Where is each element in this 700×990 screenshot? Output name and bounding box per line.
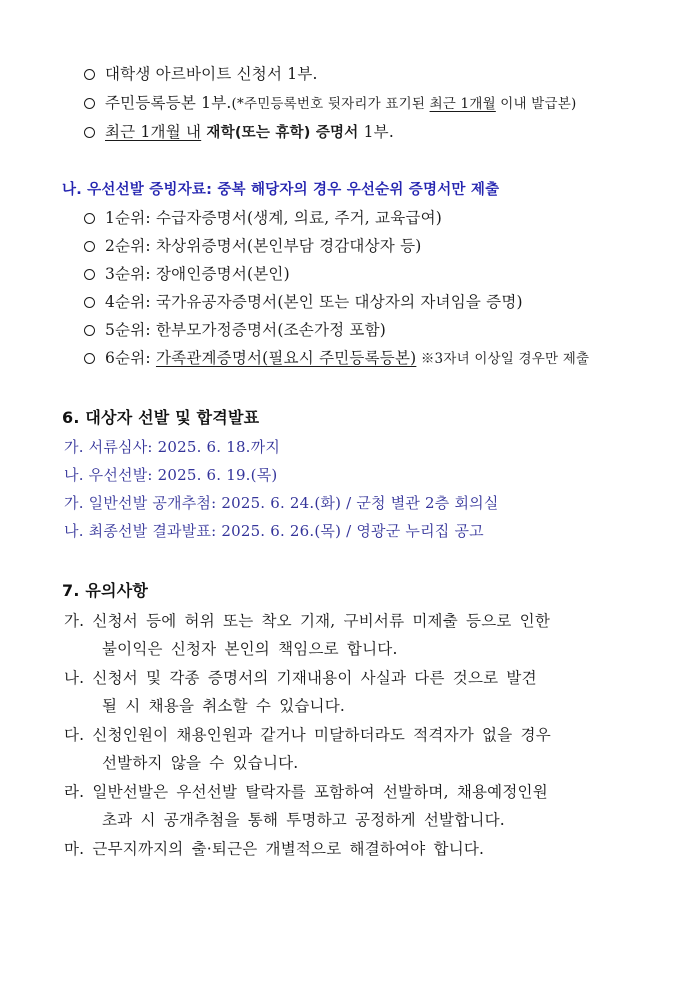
circle-bullet-icon <box>84 297 95 308</box>
schedule-item: 나. 우선선발: 2025. 6. 19.(목) <box>64 466 278 484</box>
priority-item-1: 1순위: 수급자증명서(생계, 의료, 주거, 교육급여) <box>84 208 442 228</box>
doc-item-resident-register: 주민등록등본 1부.(*주민등록번호 뒷자리가 표기된 최근 1개월 이내 발급본) <box>84 93 576 114</box>
caution-item-4: 라. 일반선발은 우선선발 탈락자를 포함하여 선발하며, 채용예정인원 <box>64 783 548 801</box>
caution-item-2: 나. 신청서 및 각종 증명서의 기재내용이 사실과 다른 것으로 발견 <box>64 669 537 687</box>
caution-item-1: 가. 신청서 등에 허위 또는 착오 기재, 구비서류 미제출 등으로 인한 <box>64 612 551 630</box>
priority-item-6: 6순위: 가족관계증명서(필요시 주민등록등본) ※3자녀 이상일 경우만 제출 <box>84 348 589 369</box>
section-7-title: 7. 유의사항 <box>62 581 149 600</box>
circle-bullet-icon <box>84 127 95 138</box>
priority-item-2: 2순위: 차상위증명서(본인부담 경감대상자 등) <box>84 236 422 256</box>
doc-item-enrollment-certificate: 최근 1개월 내 재학(또는 휴학) 증명서 1부. <box>84 122 394 143</box>
circle-bullet-icon <box>84 353 95 364</box>
priority-heading: 나. 우선선발 증빙자료: 중복 해당자의 경우 우선순위 증명서만 제출 <box>62 182 500 198</box>
schedule-item: 가. 서류심사: 2025. 6. 18.까지 <box>64 438 281 456</box>
circle-bullet-icon <box>84 269 95 280</box>
caution-item-3: 다. 신청인원이 채용인원과 같거나 미달하더라도 적격자가 없을 경우 <box>64 726 551 744</box>
doc-item-application: 대학생 아르바이트 신청서 1부. <box>84 64 318 84</box>
circle-bullet-icon <box>84 213 95 224</box>
priority-item-3: 3순위: 장애인증명서(본인) <box>84 264 290 284</box>
priority-item-5: 5순위: 한부모가정증명서(조손가정 포함) <box>84 320 386 340</box>
circle-bullet-icon <box>84 98 95 109</box>
priority-item-4: 4순위: 국가유공자증명서(본인 또는 대상자의 자녀임을 증명) <box>84 292 523 312</box>
section-6-title: 6. 대상자 선발 및 합격발표 <box>62 408 260 427</box>
circle-bullet-icon <box>84 69 95 80</box>
caution-item-4-cont: 초과 시 공개추첨을 통해 투명하고 공정하게 선발합니다. <box>102 811 505 829</box>
caution-item-5: 마. 근무지까지의 출·퇴근은 개별적으로 해결하여야 합니다. <box>64 840 485 858</box>
caution-item-1-cont: 불이익은 신청자 본인의 책임으로 합니다. <box>102 640 398 658</box>
schedule-item: 가. 일반선발 공개추첨: 2025. 6. 24.(화) / 군청 별관 2층 회의실 <box>64 494 499 512</box>
caution-item-3-cont: 선발하지 않을 수 있습니다. <box>102 754 299 772</box>
circle-bullet-icon <box>84 325 95 336</box>
circle-bullet-icon <box>84 241 95 252</box>
caution-item-2-cont: 될 시 채용을 취소할 수 있습니다. <box>102 697 346 715</box>
schedule-item: 나. 최종선발 결과발표: 2025. 6. 26.(목) / 영광군 누리집 공고 <box>64 522 484 540</box>
